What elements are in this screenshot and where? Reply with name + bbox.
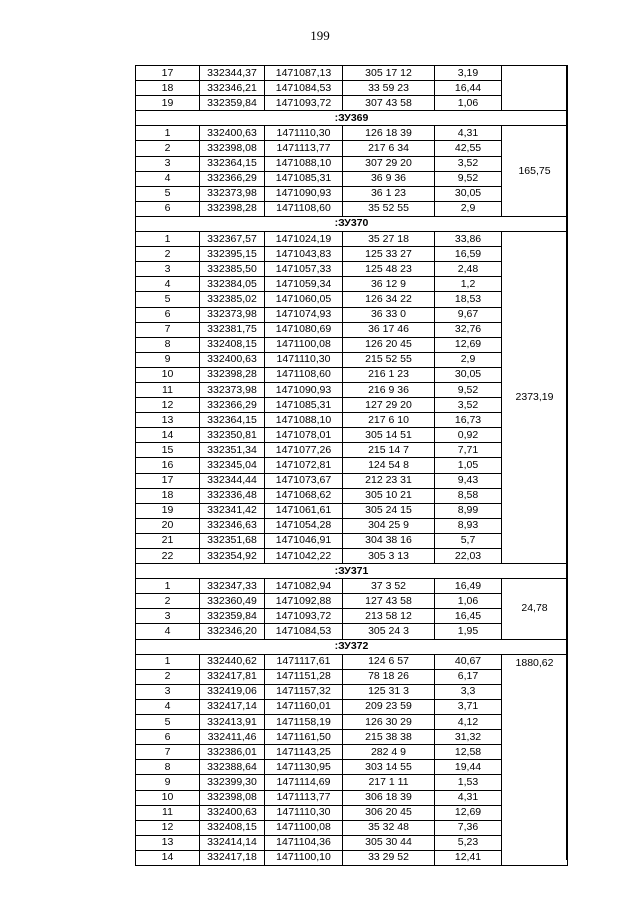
direction-angle-cell: 125 31 3 — [343, 684, 435, 699]
distance-cell: 1,06 — [435, 96, 502, 111]
distance-cell: 9,43 — [435, 473, 502, 488]
point-number-cell: 5 — [136, 186, 200, 201]
direction-angle-cell: 37 3 52 — [343, 579, 435, 594]
x-coordinate-cell: 332373,98 — [200, 307, 265, 322]
distance-cell: 6,17 — [435, 669, 502, 684]
y-coordinate-cell: 1471072,81 — [265, 458, 343, 473]
y-coordinate-cell: 1471114,69 — [265, 775, 343, 790]
point-number-cell: 16 — [136, 458, 200, 473]
distance-cell: 42,55 — [435, 141, 502, 156]
point-number-cell: 7 — [136, 745, 200, 760]
x-coordinate-cell: 332400,63 — [200, 805, 265, 820]
direction-angle-cell: 124 54 8 — [343, 458, 435, 473]
y-coordinate-cell: 1471143,25 — [265, 745, 343, 760]
distance-cell: 8,99 — [435, 503, 502, 518]
x-coordinate-cell: 332360,49 — [200, 594, 265, 609]
point-number-cell: 3 — [136, 156, 200, 171]
y-coordinate-cell: 1471024,19 — [265, 232, 343, 247]
point-number-cell: 2 — [136, 141, 200, 156]
point-number-cell: 10 — [136, 367, 200, 382]
y-coordinate-cell: 1471113,77 — [265, 141, 343, 156]
x-coordinate-cell: 332411,46 — [200, 730, 265, 745]
table-row — [136, 579, 568, 594]
y-coordinate-cell: 1471088,10 — [265, 413, 343, 428]
distance-cell: 12,58 — [435, 745, 502, 760]
y-coordinate-cell: 1471087,13 — [265, 66, 343, 81]
direction-angle-cell: 305 3 13 — [343, 549, 435, 564]
x-coordinate-cell: 332398,08 — [200, 141, 265, 156]
distance-cell: 19,44 — [435, 760, 502, 775]
point-number-cell: 3 — [136, 262, 200, 277]
distance-cell: 5,23 — [435, 835, 502, 850]
x-coordinate-cell: 332414,14 — [200, 835, 265, 850]
distance-cell: 3,71 — [435, 699, 502, 714]
point-number-cell: 5 — [136, 715, 200, 730]
direction-angle-cell: 33 59 23 — [343, 81, 435, 96]
x-coordinate-cell: 332413,91 — [200, 715, 265, 730]
x-coordinate-cell: 332364,15 — [200, 413, 265, 428]
y-coordinate-cell: 1471130,95 — [265, 760, 343, 775]
section-header-row — [136, 639, 568, 654]
x-coordinate-cell: 332440,62 — [200, 654, 265, 669]
x-coordinate-cell: 332373,98 — [200, 382, 265, 397]
point-number-cell: 2 — [136, 594, 200, 609]
point-number-cell: 1 — [136, 126, 200, 141]
y-coordinate-cell: 1471080,69 — [265, 322, 343, 337]
direction-angle-cell: 303 14 55 — [343, 760, 435, 775]
y-coordinate-cell: 1471100,08 — [265, 820, 343, 835]
section-header-row — [136, 564, 568, 579]
distance-cell: 31,32 — [435, 730, 502, 745]
right-margin-rule — [566, 65, 567, 860]
direction-angle-cell: 36 17 46 — [343, 322, 435, 337]
distance-cell: 3,52 — [435, 156, 502, 171]
distance-cell: 16,73 — [435, 413, 502, 428]
direction-angle-cell: 35 27 18 — [343, 232, 435, 247]
y-coordinate-cell: 1471160,01 — [265, 699, 343, 714]
point-number-cell: 15 — [136, 443, 200, 458]
direction-angle-cell: 126 18 39 — [343, 126, 435, 141]
direction-angle-cell: 125 48 23 — [343, 262, 435, 277]
direction-angle-cell: 36 9 36 — [343, 171, 435, 186]
x-coordinate-cell: 332395,15 — [200, 247, 265, 262]
y-coordinate-cell: 1471161,50 — [265, 730, 343, 745]
point-number-cell: 13 — [136, 413, 200, 428]
direction-angle-cell: 215 52 55 — [343, 352, 435, 367]
direction-angle-cell: 215 14 7 — [343, 443, 435, 458]
distance-cell: 7,36 — [435, 820, 502, 835]
direction-angle-cell: 216 1 23 — [343, 367, 435, 382]
direction-angle-cell: 282 4 9 — [343, 745, 435, 760]
direction-angle-cell: 216 9 36 — [343, 382, 435, 397]
x-coordinate-cell: 332346,21 — [200, 81, 265, 96]
point-number-cell: 18 — [136, 488, 200, 503]
point-number-cell: 3 — [136, 684, 200, 699]
distance-cell: 8,93 — [435, 518, 502, 533]
y-coordinate-cell: 1471077,26 — [265, 443, 343, 458]
distance-cell: 22,03 — [435, 549, 502, 564]
point-number-cell: 21 — [136, 533, 200, 548]
x-coordinate-cell: 332417,14 — [200, 699, 265, 714]
coordinates-table — [135, 65, 568, 866]
y-coordinate-cell: 1471042,22 — [265, 549, 343, 564]
area-cell: 2373,19 — [502, 232, 568, 564]
point-number-cell: 18 — [136, 81, 200, 96]
direction-angle-cell: 217 6 10 — [343, 413, 435, 428]
distance-cell: 4,31 — [435, 790, 502, 805]
distance-cell: 5,7 — [435, 533, 502, 548]
distance-cell: 1,05 — [435, 458, 502, 473]
direction-angle-cell: 305 17 12 — [343, 66, 435, 81]
x-coordinate-cell: 332400,63 — [200, 352, 265, 367]
x-coordinate-cell: 332398,28 — [200, 201, 265, 216]
table-row — [136, 654, 568, 669]
point-number-cell: 19 — [136, 96, 200, 111]
x-coordinate-cell: 332408,15 — [200, 820, 265, 835]
point-number-cell: 6 — [136, 730, 200, 745]
point-number-cell: 10 — [136, 790, 200, 805]
x-coordinate-cell: 332398,28 — [200, 367, 265, 382]
y-coordinate-cell: 1471151,28 — [265, 669, 343, 684]
point-number-cell: 11 — [136, 382, 200, 397]
direction-angle-cell: 305 24 15 — [343, 503, 435, 518]
y-coordinate-cell: 1471108,60 — [265, 201, 343, 216]
distance-cell: 3,19 — [435, 66, 502, 81]
direction-angle-cell: 126 34 22 — [343, 292, 435, 307]
distance-cell: 33,86 — [435, 232, 502, 247]
direction-angle-cell: 36 1 23 — [343, 186, 435, 201]
point-number-cell: 7 — [136, 322, 200, 337]
point-number-cell: 12 — [136, 820, 200, 835]
direction-angle-cell: 126 30 29 — [343, 715, 435, 730]
section-title: :ЗУ370 — [136, 216, 568, 231]
x-coordinate-cell: 332381,75 — [200, 322, 265, 337]
y-coordinate-cell: 1471074,93 — [265, 307, 343, 322]
table-row — [136, 232, 568, 247]
section-header-row — [136, 111, 568, 126]
y-coordinate-cell: 1471085,31 — [265, 398, 343, 413]
direction-angle-cell: 124 6 57 — [343, 654, 435, 669]
point-number-cell: 1 — [136, 232, 200, 247]
distance-cell: 1,2 — [435, 277, 502, 292]
point-number-cell: 8 — [136, 760, 200, 775]
distance-cell: 1,95 — [435, 624, 502, 639]
distance-cell: 2,9 — [435, 352, 502, 367]
x-coordinate-cell: 332385,50 — [200, 262, 265, 277]
direction-angle-cell: 36 33 0 — [343, 307, 435, 322]
x-coordinate-cell: 332359,84 — [200, 96, 265, 111]
point-number-cell: 14 — [136, 850, 200, 865]
distance-cell: 16,45 — [435, 609, 502, 624]
point-number-cell: 2 — [136, 669, 200, 684]
direction-angle-cell: 307 43 58 — [343, 96, 435, 111]
point-number-cell: 4 — [136, 277, 200, 292]
section-title: :ЗУ369 — [136, 111, 568, 126]
point-number-cell: 17 — [136, 473, 200, 488]
distance-cell: 1,53 — [435, 775, 502, 790]
x-coordinate-cell: 332359,84 — [200, 609, 265, 624]
direction-angle-cell: 33 29 52 — [343, 850, 435, 865]
direction-angle-cell: 305 30 44 — [343, 835, 435, 850]
point-number-cell: 19 — [136, 503, 200, 518]
x-coordinate-cell: 332346,63 — [200, 518, 265, 533]
y-coordinate-cell: 1471100,10 — [265, 850, 343, 865]
y-coordinate-cell: 1471085,31 — [265, 171, 343, 186]
page-number: 199 — [310, 28, 330, 43]
y-coordinate-cell: 1471110,30 — [265, 352, 343, 367]
y-coordinate-cell: 1471092,88 — [265, 594, 343, 609]
point-number-cell: 22 — [136, 549, 200, 564]
point-number-cell: 9 — [136, 352, 200, 367]
direction-angle-cell: 125 33 27 — [343, 247, 435, 262]
point-number-cell: 4 — [136, 171, 200, 186]
area-cell: 24,78 — [502, 579, 568, 639]
x-coordinate-cell: 332400,63 — [200, 126, 265, 141]
coordinates-table-wrapper — [135, 65, 567, 866]
distance-cell: 30,05 — [435, 186, 502, 201]
distance-cell: 4,31 — [435, 126, 502, 141]
direction-angle-cell: 217 1 11 — [343, 775, 435, 790]
direction-angle-cell: 212 23 31 — [343, 473, 435, 488]
y-coordinate-cell: 1471068,62 — [265, 488, 343, 503]
point-number-cell: 17 — [136, 66, 200, 81]
y-coordinate-cell: 1471084,53 — [265, 81, 343, 96]
x-coordinate-cell: 332385,02 — [200, 292, 265, 307]
distance-cell: 4,12 — [435, 715, 502, 730]
distance-cell: 12,69 — [435, 805, 502, 820]
x-coordinate-cell: 332344,44 — [200, 473, 265, 488]
x-coordinate-cell: 332408,15 — [200, 337, 265, 352]
y-coordinate-cell: 1471078,01 — [265, 428, 343, 443]
direction-angle-cell: 126 20 45 — [343, 337, 435, 352]
direction-angle-cell: 36 12 9 — [343, 277, 435, 292]
y-coordinate-cell: 1471108,60 — [265, 367, 343, 382]
distance-cell: 12,41 — [435, 850, 502, 865]
x-coordinate-cell: 332351,34 — [200, 443, 265, 458]
y-coordinate-cell: 1471046,91 — [265, 533, 343, 548]
y-coordinate-cell: 1471113,77 — [265, 790, 343, 805]
x-coordinate-cell: 332344,37 — [200, 66, 265, 81]
point-number-cell: 1 — [136, 654, 200, 669]
direction-angle-cell: 209 23 59 — [343, 699, 435, 714]
x-coordinate-cell: 332345,04 — [200, 458, 265, 473]
y-coordinate-cell: 1471110,30 — [265, 126, 343, 141]
y-coordinate-cell: 1471090,93 — [265, 186, 343, 201]
distance-cell: 30,05 — [435, 367, 502, 382]
direction-angle-cell: 127 43 58 — [343, 594, 435, 609]
x-coordinate-cell: 332346,20 — [200, 624, 265, 639]
direction-angle-cell: 35 52 55 — [343, 201, 435, 216]
point-number-cell: 5 — [136, 292, 200, 307]
table-row — [136, 126, 568, 141]
y-coordinate-cell: 1471082,94 — [265, 579, 343, 594]
y-coordinate-cell: 1471059,34 — [265, 277, 343, 292]
area-cell-empty — [502, 96, 568, 111]
direction-angle-cell: 306 20 45 — [343, 805, 435, 820]
direction-angle-cell: 304 38 16 — [343, 533, 435, 548]
point-number-cell: 6 — [136, 201, 200, 216]
y-coordinate-cell: 1471117,61 — [265, 654, 343, 669]
direction-angle-cell: 307 29 20 — [343, 156, 435, 171]
y-coordinate-cell: 1471060,05 — [265, 292, 343, 307]
x-coordinate-cell: 332364,15 — [200, 156, 265, 171]
x-coordinate-cell: 332417,18 — [200, 850, 265, 865]
direction-angle-cell: 35 32 48 — [343, 820, 435, 835]
y-coordinate-cell: 1471093,72 — [265, 96, 343, 111]
point-number-cell: 13 — [136, 835, 200, 850]
y-coordinate-cell: 1471110,30 — [265, 805, 343, 820]
distance-cell: 0,92 — [435, 428, 502, 443]
distance-cell: 16,59 — [435, 247, 502, 262]
point-number-cell: 3 — [136, 609, 200, 624]
distance-cell: 2,48 — [435, 262, 502, 277]
x-coordinate-cell: 332354,92 — [200, 549, 265, 564]
y-coordinate-cell: 1471054,28 — [265, 518, 343, 533]
x-coordinate-cell: 332386,01 — [200, 745, 265, 760]
direction-angle-cell: 127 29 20 — [343, 398, 435, 413]
distance-cell: 2,9 — [435, 201, 502, 216]
point-number-cell: 11 — [136, 805, 200, 820]
direction-angle-cell: 306 18 39 — [343, 790, 435, 805]
y-coordinate-cell: 1471104,36 — [265, 835, 343, 850]
direction-angle-cell: 305 10 21 — [343, 488, 435, 503]
x-coordinate-cell: 332341,42 — [200, 503, 265, 518]
distance-cell: 9,52 — [435, 171, 502, 186]
direction-angle-cell: 217 6 34 — [343, 141, 435, 156]
distance-cell: 7,71 — [435, 443, 502, 458]
area-cell-empty — [502, 66, 568, 81]
x-coordinate-cell: 332366,29 — [200, 398, 265, 413]
table-row — [136, 81, 568, 96]
direction-angle-cell: 305 24 3 — [343, 624, 435, 639]
y-coordinate-cell: 1471093,72 — [265, 609, 343, 624]
y-coordinate-cell: 1471061,61 — [265, 503, 343, 518]
x-coordinate-cell: 332350,81 — [200, 428, 265, 443]
direction-angle-cell: 304 25 9 — [343, 518, 435, 533]
distance-cell: 40,67 — [435, 654, 502, 669]
section-header-row — [136, 216, 568, 231]
point-number-cell: 14 — [136, 428, 200, 443]
distance-cell: 16,44 — [435, 81, 502, 96]
x-coordinate-cell: 332388,64 — [200, 760, 265, 775]
point-number-cell: 12 — [136, 398, 200, 413]
point-number-cell: 8 — [136, 337, 200, 352]
point-number-cell: 2 — [136, 247, 200, 262]
distance-cell: 8,58 — [435, 488, 502, 503]
x-coordinate-cell: 332384,05 — [200, 277, 265, 292]
x-coordinate-cell: 332366,29 — [200, 171, 265, 186]
direction-angle-cell: 78 18 26 — [343, 669, 435, 684]
x-coordinate-cell: 332367,57 — [200, 232, 265, 247]
x-coordinate-cell: 332336,48 — [200, 488, 265, 503]
distance-cell: 18,53 — [435, 292, 502, 307]
distance-cell: 12,69 — [435, 337, 502, 352]
distance-cell: 16,49 — [435, 579, 502, 594]
point-number-cell: 20 — [136, 518, 200, 533]
distance-cell: 3,52 — [435, 398, 502, 413]
section-title: :ЗУ371 — [136, 564, 568, 579]
x-coordinate-cell: 332399,30 — [200, 775, 265, 790]
direction-angle-cell: 305 14 51 — [343, 428, 435, 443]
area-cell: 1880,62 — [502, 654, 568, 865]
distance-cell: 9,67 — [435, 307, 502, 322]
table-row — [136, 66, 568, 81]
area-cell: 165,75 — [502, 126, 568, 217]
x-coordinate-cell: 332417,81 — [200, 669, 265, 684]
y-coordinate-cell: 1471084,53 — [265, 624, 343, 639]
y-coordinate-cell: 1471090,93 — [265, 382, 343, 397]
point-number-cell: 1 — [136, 579, 200, 594]
point-number-cell: 6 — [136, 307, 200, 322]
point-number-cell: 4 — [136, 624, 200, 639]
x-coordinate-cell: 332373,98 — [200, 186, 265, 201]
table-row — [136, 96, 568, 111]
area-cell-empty — [502, 81, 568, 96]
y-coordinate-cell: 1471157,32 — [265, 684, 343, 699]
y-coordinate-cell: 1471073,67 — [265, 473, 343, 488]
section-title: :ЗУ372 — [136, 639, 568, 654]
distance-cell: 3,3 — [435, 684, 502, 699]
y-coordinate-cell: 1471088,10 — [265, 156, 343, 171]
direction-angle-cell: 215 38 38 — [343, 730, 435, 745]
point-number-cell: 4 — [136, 699, 200, 714]
y-coordinate-cell: 1471057,33 — [265, 262, 343, 277]
distance-cell: 9,52 — [435, 382, 502, 397]
y-coordinate-cell: 1471100,08 — [265, 337, 343, 352]
x-coordinate-cell: 332398,08 — [200, 790, 265, 805]
y-coordinate-cell: 1471158,19 — [265, 715, 343, 730]
point-number-cell: 9 — [136, 775, 200, 790]
distance-cell: 32,76 — [435, 322, 502, 337]
x-coordinate-cell: 332419,06 — [200, 684, 265, 699]
direction-angle-cell: 213 58 12 — [343, 609, 435, 624]
coordinates-table-body — [136, 66, 568, 866]
x-coordinate-cell: 332347,33 — [200, 579, 265, 594]
x-coordinate-cell: 332351,68 — [200, 533, 265, 548]
y-coordinate-cell: 1471043,83 — [265, 247, 343, 262]
distance-cell: 1,06 — [435, 594, 502, 609]
